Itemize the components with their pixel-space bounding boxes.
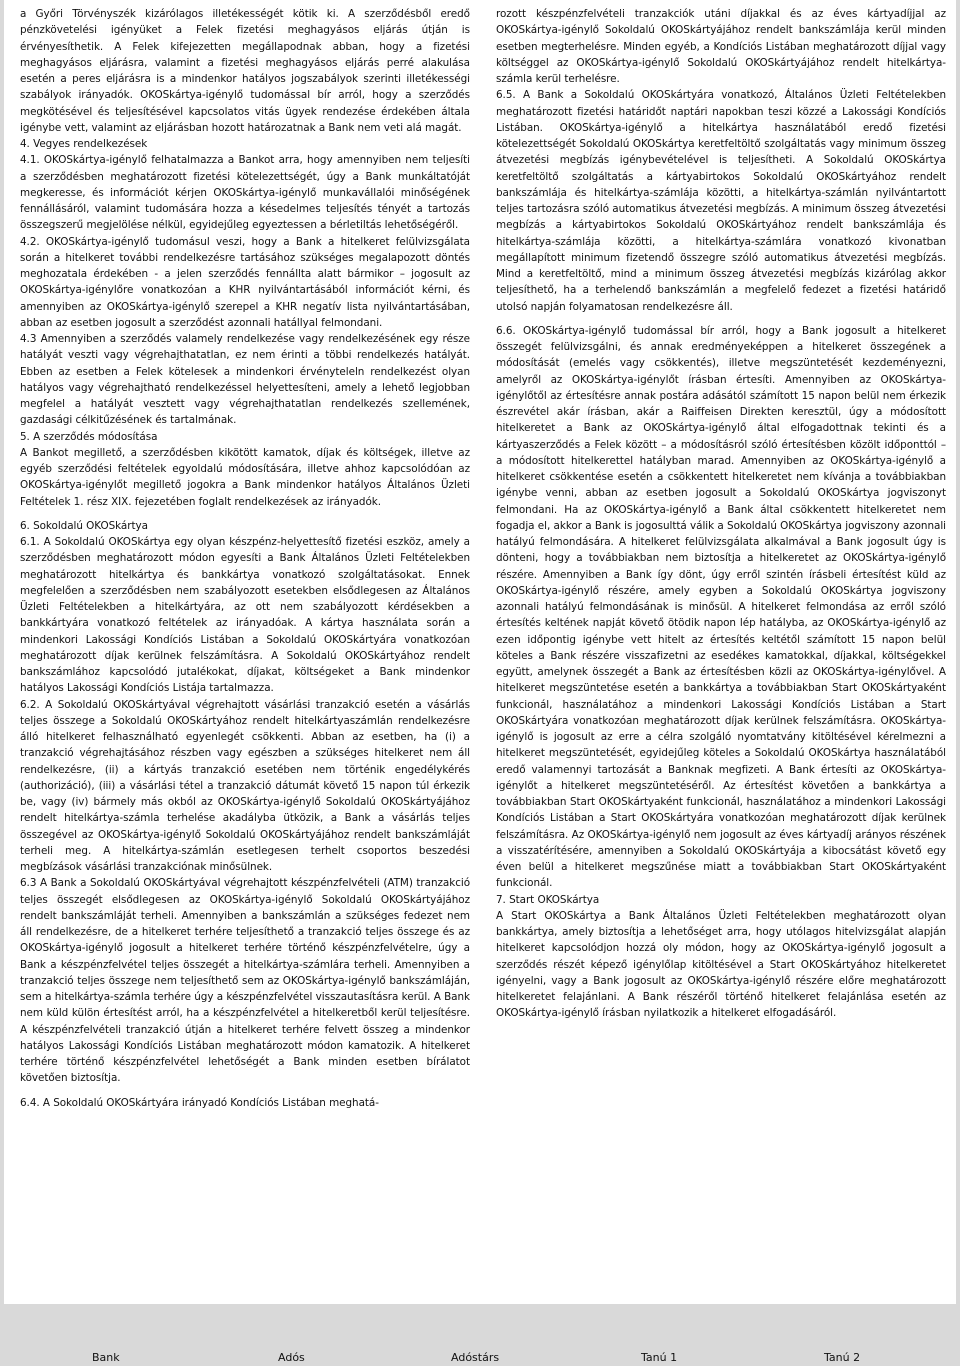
paragraph: A Bankot megillető, a szerződésben kikötött kamatok, díjak és költségek, illetve az egyéb szerződési feltételek egyoldalú módosítására, illetve ahhoz kapcsolódóan az OKOSkártya-igénylőt megillető jogokra a Bank mindenkor hatályos Általános Üzleti Feltételek 1. rész XIX. fejezetében foglalt rendelkezések az irányadók.: [20, 446, 470, 508]
paragraph: 6.3 A Bank a Sokoldalú OKOSkártyával végrehajtott készpénzfelvételi (ATM) tranzakció teljes összegét elsődlegesen az OKOSkártya-igénylő Sokoldalú OKOSkártyájához rendelt bankszámláját terheli. Amennyiben a bankszámlán a szükséges fedezet nem áll rendelkezésre, de a hitelkeret terhére teljesíthető a tranzakció teljes összege és az OKOSkártya-igénylő jogosult a hitelkeret terhére történő készpénzfelvételre, úgy a Bank a készpénzfelvétel teljes összegét a hitelkártya-számlára terheli. Amennyiben a tranzakció teljes összege nem teljesíthető sem az OKOSkártya-igénylő bankszámláján, sem a hitelkártya-számla terhére úgy a készpénzfelvétel visszautasításra kerül. A Bank nem küld külön értesítést arról, ha a készpénzfelvétel a hitelkeretből kerül teljesítésre. A készpénzfelvételi tranzakció útján a hitelkeret terhére felvett összeg a mindenkor hatályos Lakossági Kondíciós Listában meghatározott módon kamatozik. A hitelkeret terhére történő készpénzfelvétel lehetőségét a Bank minden esetben bírálatot követően biztosítja.: [20, 877, 470, 1085]
paragraph: 6.4. A Sokoldalú OKOSkártyára irányadó Kondíciós Listában meghatá-: [20, 1096, 379, 1109]
signature-label-tanu2: Tanú 2: [824, 1351, 861, 1364]
section-heading: 5. A szerződés módosítása: [20, 430, 158, 443]
paragraph: 6.2. A Sokoldalú OKOSkártyával végrehajtott vásárlási tranzakció esetén a vásárlás teljes összege a Sokoldalú OKOSkártyához rendelt hitelkártyaszámlán rendelkezésre álló hitelkeret felhasználható egyenlegét csökkenti. Abban az esetben, ha (i) a tranzakció végrehajtásához részben vagy egészben a szükséges hitelkeret nem áll rendelkezésre, (ii) a kártyás tranzakció esetében nem történik engedélykérés (authorizáció), (iii) a vásárlási tétel a tranzakció dátumát követő 15 napon túl érkezik be, vagy (iv) bármely más okból az OKOSkártya-igénylő Sokoldalú OKOSkártyájához rendelt hitelkártya-számla terhelése akadályba ütközik, a Bank a vásárlás teljes összegével az OKOSkártya-igénylő Sokoldalú OKOSkártyájához rendelt bankszámláját terheli meg. A hitelkártya-számlán esetlegesen terhelt csoportos beszedési megbízások vásárlási tranzakciónak minősülnek.: [20, 698, 470, 873]
paragraph: a Győri Törvényszék kizárólagos illetékességét kötik ki. A szerződésből eredő pénzkövetelési igényüket a Felek fizetési meghagyásos eljárás útján is érvényesíthetik. A Felek kifejezetten megállapodnak abban, hogy a fizetési meghagyásos eljárásra, valamint a fizetési meghagyásos eljárás perré alakulása esetén a peres eljárásra is a mindenkor hatályos jogszabályok szerinti illetékességi szabályok irányadók. OKOSkártya-igénylő tudomással bír arról, hogy a szerződés megkötésével és teljesítésével kapcsolatos vitás ügyek rendezése érdekében általa igénybe vett, valamint az eljárásban hozott határozatnak a Bank nem veti alá magát.: [20, 8, 470, 134]
right-column: [496, 6, 946, 1022]
signature-label-ados: Adós: [278, 1351, 305, 1364]
section-heading: 7. Start OKOSkártya: [496, 893, 600, 906]
paragraph: 6.5. A Bank a Sokoldalú OKOSkártyára vonatkozó, Általános Üzleti Feltételekben meghatározott fizetési határidőt naptári napokban teszi közzé a Lakossági Kondíciós Listában. OKOSkártya-igénylő a hitelkártya használatából eredő fizetési kötelezettségét Sokoldalú OKOSkártya keretfeltöltő szolgáltatás vagy minimum összeg átvezetési megbízás igénybevételével is teljesítheti. A Sokoldalú OKOSkártya keretfeltöltő szolgáltatás a kártyabirtokos Sokoldalú OKOSkártyához rendelt bankszámlája és hitelkártya-számlája közötti, a hitelkártya-számlán nyilvántartott teljes tartozásra szóló automatikus átvezetési megbízás. A minimum összeg átvezetési megbízás a kártyabirtokos Sokoldalú OKOSkártyához rendelt bankszámlája és hitelkártya-számlája közötti, a hitelkártya-számlára vonatkozó kivonatban megállapított minimum fizetendő összegre szóló automatikus átvezetési megbízás. Mind a keretfeltöltő, mind a minimum összeg átvezetési megbízás kizárólag akkor teljesíthető, ha a terhelendő bankszámlán a megfelelő fedezet a fizetési határidő utolsó napján folyamatosan rendelkezésre áll.: [496, 89, 946, 313]
paragraph: 6.6. OKOSkártya-igénylő tudomással bír arról, hogy a Bank jogosult a hitelkeret összegét felülvizsgálni, és annak eredményeképpen a hitelkeret összegének a módosítását (emelés vagy csökkentés), illetve megszüntetését kezdeményezni, amelyről az OKOSkártya-igénylőt írásban értesíti. Amennyiben az OKOSkártya-igénylőtől az értesítésre annak postára adásától számított 15 napon belül nem érkezik észrevétel akár írásban, akár a Raiffeisen Direkten keresztül, úgy a módosított hitelkeretet a Bank az OKOSkártya-igénylő által elfogadottnak tekinti és a kártyaszerződés a Felek között – a módosításról szóló értesítésben közölt időponttól – a módosított hitelkerettel hatályban marad. Amennyiben az OKOSkártya-igénylő a hitelkeret csökkentése esetén a csökkentett hitelkeretet nem kívánja a továbbiakban igénybe venni, abban az esetben jogosult a Sokoldalú OKOSkártya jogviszonyt felmondani. Ha az OKOSkártya-igénylő a Bank által csökkentett hitelkeretet nem fogadja el, akkor a Bank is jogosulttá válik a Sokoldalú OKOSkártya jogviszony azonnali hatályú felmondására. A hitelkeret felülvizsgálata alkalmával a Bank jogosult úgy is dönteni, hogy a továbbiakban nem biztosítja a hitelkeretet az OKOSkártya-igénylő részére. Amennyiben a Bank így dönt, úgy erről szintén írásbeli értesítést küld az OKOSkártya-igénylő részére, amely egyben a Sokoldalú OKOSkártya jogviszony azonnali hatályú felmondásának is minősül. A hitelkeret felmondása az erről szóló értesítés keltének napját követő ötödik napon lép hatályba, az OKOSkártya-igénylő az ezen időpontig igénybe vett hitelt az értesítés keltétől számított 15 napon belül köteles a Bank részére visszafizetni az esedékes kamatokkal, díjakkal, költségekkel együtt, amelynek összegét a Bank az értesítésben közli az OKOSkártya-igénylővel. A hitelkeret megszüntetése esetén a bankkártya a továbbiakban Start OKOSkártyaként funkcionál, használatához a mindenkori Lakossági Kondíciós Listában a Start OKOSkártyára vonatkozóan meghatározott díjak kerülnek felszámításra. OKOSkártya-igénylő is jogosult az erre a célra szolgáló nyomtatvány kitöltésével kérelmezni a hitelkeret megszüntetését, egyidejűleg köteles a Sokoldalú OKOSkártya használatából eredő valamennyi tartozását a Banknak megfizeti. A Bank értesíti az OKOSkártya-igénylőt a hitelkeret megszüntetéséről. Az értesítést követően a bankkártya a továbbiakban Start OKOSkártyaként funkcionál, használatához a mindenkori Lakossági Kondíciós Listában a Start OKOSkártyára vonatkozóan meghatározott díjak kerülnek felszámításra. Az OKOSkártya-igénylő nem jogosult az éves kártyadíj arányos részének a visszatérítésére, amennyiben a Sokoldalú OKOSkártyája a kibocsátást követő egy éven belül a hitelkeret megszűnése miatt a továbbiakban Start OKOSkártyaként funkcionál.: [496, 324, 946, 890]
paragraph: rozott készpénzfelvételi tranzakciók utáni díjakkal és az éves kártyadíjjal az OKOSkártya-igénylő Sokoldalú OKOSkártyájához rendelt bankszámlája kerül minden esetben megterhelésre. Minden egyéb, a Kondíciós Listában meghatározott díjjal vagy költséggel az OKOSkártya-igénylő Sokoldalú OKOSkártyájához rendelt hitelkártya-számla kerül terhelésre.: [496, 8, 946, 85]
left-column: [20, 6, 470, 1111]
paragraph: 4.1. OKOSkártya-igénylő felhatalmazza a Bankot arra, hogy amennyiben nem teljesíti a szerződésben meghatározott fizetési kötelezettségét, úgy a Bank munkáltatóját megkeresse, és információt kérjen OKOSkártya-igénylő munkavállalói minőségének fennállásáról, valamint tudomására hozza a késedelmes teljesítés tényét a tartozás összegszerű megjelölése nélkül, egyidejűleg egyeztessen a bérletiltás lehetőségéről.: [20, 154, 470, 232]
signature-label-tanu1: Tanú 1: [641, 1351, 678, 1364]
signature-label-adostars: Adóstárs: [451, 1351, 500, 1364]
signature-footer: [0, 1350, 960, 1366]
signature-label-bank: Bank: [92, 1351, 120, 1364]
paragraph: 6.1. A Sokoldalú OKOSkártya egy olyan készpénz-helyettesítő fizetési eszköz, amely a szerződésben meghatározott módon egyesíti a Bank Általános Üzleti Feltételekben meghatározott hitelkártya és bankkártya vonatkozó szolgáltatásokat. Ennek megfelelően a szerződésben nem szabályozott esetekben elsődlegesen az Általános Üzleti Feltételekben a hitelkártyára, az ott nem szabályozott kérdésekben a bankkártyára vonatkozó feltételek az irányadóak. A kártya használata során a mindenkori Lakossági Kondíciós Listában a Sokoldalú OKOSkártyára vonatkozóan meghatározott díjak kerülnek felszámításra. A Sokoldalú OKOSkártyához rendelt bankszámlához kapcsolódó jutalékokat, díjakat, költségeket a Bank mindenkor hatályos Lakossági Kondíciós Listája tartalmazza.: [20, 536, 470, 695]
paragraph: A Start OKOSkártya a Bank Általános Üzleti Feltételekben meghatározott olyan bankkártya, amely biztosítja a lehetőséget arra, hogy utólagos hitelvizsgálat alapján hitelkeret kapcsolódjon hozzá oly módon, hogy az OKOSkártya-igénylő jogosult a szerződés részét képező igénylőlap kitöltésével a Start OKOSkártyához hitelkeretet igényelni, vagy a Bank jogosult az OKOSkártya-igénylő részére előre meghatározott hitelkeretet felajánlani. A Bank részéről történő hitelkeret felajánlása esetén az OKOSkártya-igénylő írásban nyilatkozik a hitelkeret elfogadásáról.: [496, 909, 946, 1020]
section-heading: 6. Sokoldalú OKOSkártya: [20, 519, 148, 532]
section-heading: 4. Vegyes rendelkezések: [20, 138, 148, 150]
document-page: [4, 0, 956, 1304]
paragraph: 4.3 Amennyiben a szerződés valamely rendelkezése vagy rendelkezésének egy része hatályát veszti vagy végrehajthatatlan, ez nem érinti a többi rendelkezés hatályát. Ebben az esetben a Felek kötelesek a mindenkori érvényteleln rendelkezést olyan hatályos vagy végrehajtható rendelkezéssel helyettesíteni, amely a lehető legjobban megfelel a hatályát vesztett vagy végrehajthatatlan rendelkezés szellemének, gazdasági célkitűzésének és tartalmának.: [20, 333, 470, 427]
paragraph: 4.2. OKOSkártya-igénylő tudomásul veszi, hogy a Bank a hitelkeret felülvizsgálata során a hitelkeret további rendelkezésre tartásához szükséges megalapozott döntés meghozatala érdekében - a jelen szerződés fennállta alatt bármikor – jogosult az OKOSkártya-igénylőre vonatkozóan a KHR nyilvántartásából információt kérni, és amennyiben az OKOSkártya-igénylő szerepel a KHR negatív lista nyilvántartásában, abban az esetben jogosult a szerződést azonnali hatállyal felmondani.: [20, 235, 470, 329]
